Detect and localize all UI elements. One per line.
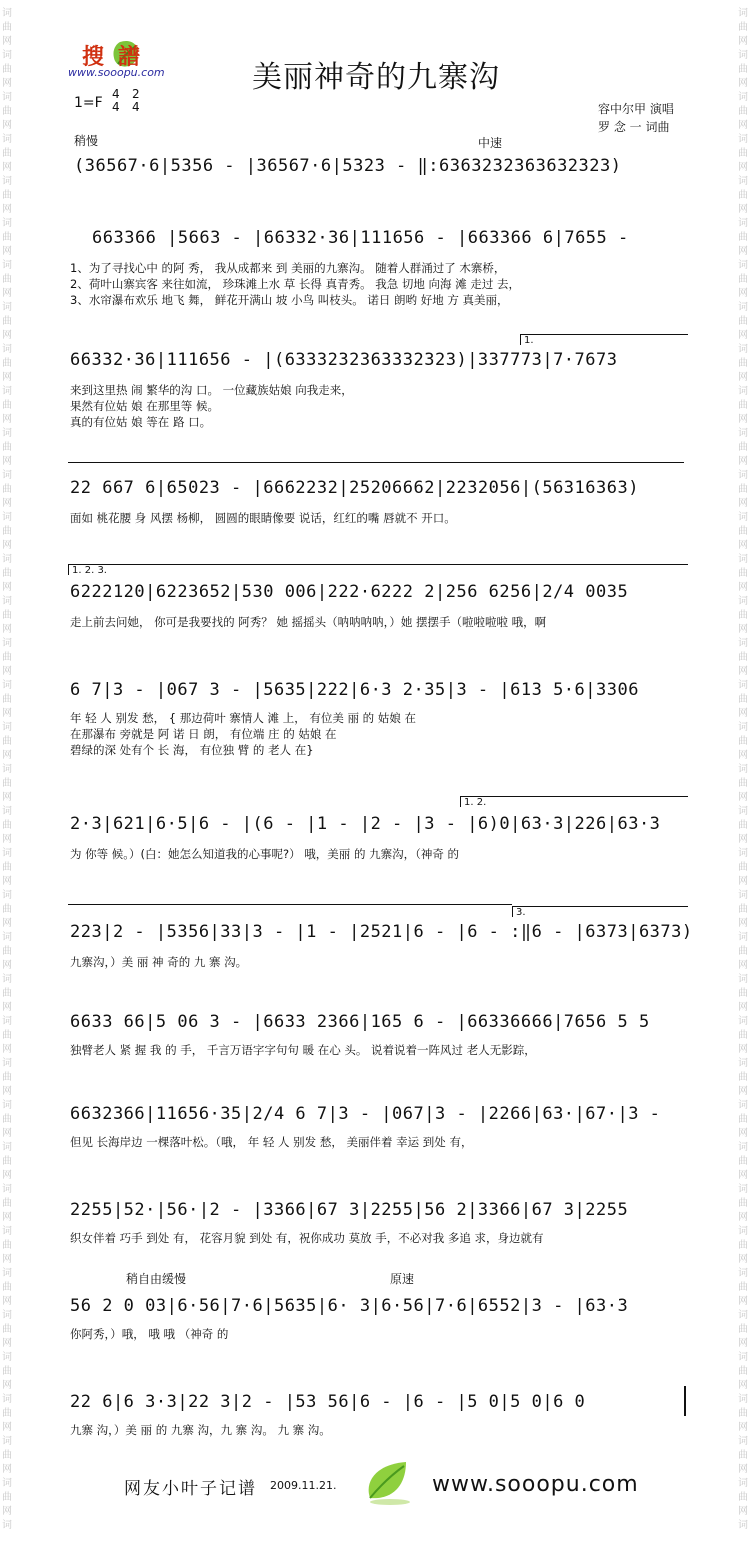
watermark-glyph: 曲 [2,736,12,747]
watermark-glyph: 曲 [738,946,748,957]
watermark-glyph: 词 [2,638,12,649]
time-signature-2: 2 4 [132,87,140,114]
watermark-glyph: 曲 [2,1240,12,1251]
watermark-glyph: 词 [2,50,12,61]
watermark-glyph: 词 [738,134,748,145]
watermark-glyph: 曲 [738,988,748,999]
watermark-glyph: 词 [2,386,12,397]
lyric-line: 为 你等 候。）(白：她怎么知道我的心事呢?） 哦，美丽 的 九寨沟，（神奇 的 [70,847,460,861]
watermark-glyph: 网 [738,288,748,299]
watermark-glyph: 词 [738,1058,748,1069]
watermark-glyph: 词 [2,554,12,565]
watermark-glyph: 网 [738,414,748,425]
watermark-glyph: 网 [738,1464,748,1475]
watermark-glyph: 曲 [2,526,12,537]
lyric-line: 2、荷叶山寨宾客 来往如流， 珍珠滩上水 草 长得 真青秀。 我急 切地 向海 滩 走过 去， [70,277,521,291]
watermark-glyph: 词 [2,848,12,859]
lyric-line: 走上前去问她， 你可是我要找的 阿秀？ 她 摇摇头（呐呐呐呐，）她 摆摆手（啦啦啦啦 哦，啊 [70,615,547,629]
watermark-glyph: 词 [2,722,12,733]
watermark-glyph: 曲 [738,526,748,537]
watermark-glyph: 网 [2,1170,12,1181]
notes-line: 2·3|621|6·5|6 - |(6 - |1 - |2 - |3 - |6)0|63·3|226|63·3 [70,814,661,834]
watermark-glyph: 曲 [738,274,748,285]
watermark-glyph: 曲 [2,1114,12,1125]
watermark-glyph: 词 [738,554,748,565]
notes-line: 6632366|11656·35|2/4 6 7|3 - |067|3 - |2266|63·|67·|3 - [70,1104,661,1124]
writer-credit: 罗 念 一 词曲 [598,120,670,134]
transcriber-signature: 网友小叶子记谱 [124,1479,257,1499]
watermark-glyph: 网 [2,1338,12,1349]
lyric-line: 1、为了寻找心中 的阿 秀， 我从成都来 到 美丽的九寨沟。 随着人群涌过了 木寨桥， [70,261,506,275]
watermark-glyph: 曲 [738,232,748,243]
watermark-glyph: 词 [738,974,748,985]
watermark-glyph: 网 [2,1086,12,1097]
watermark-glyph: 曲 [2,820,12,831]
watermark-glyph: 词 [738,764,748,775]
watermark-glyph: 曲 [738,1366,748,1377]
watermark-glyph: 词 [738,8,748,19]
watermark-glyph: 曲 [2,1198,12,1209]
row-rule [68,904,512,905]
watermark-glyph: 网 [738,372,748,383]
watermark-glyph: 词 [738,1226,748,1237]
tempo-main: 中速 [478,136,503,150]
watermark-glyph: 词 [2,344,12,355]
watermark-glyph: 网 [738,1002,748,1013]
watermark-glyph: 曲 [738,1030,748,1041]
watermark-glyph: 网 [738,666,748,677]
watermark-glyph: 词 [738,722,748,733]
watermark-glyph: 网 [738,1212,748,1223]
watermark-glyph: 曲 [738,316,748,327]
transcription-date: 2009.11.21. [270,1479,337,1492]
watermark-glyph: 曲 [738,778,748,789]
ending-bracket: 1. [520,334,688,345]
notes-line: 56 2 0 03|6·56|7·6|5635|6· 3|6·56|7·6|6552|3 - |63·3 [70,1296,629,1316]
watermark-glyph: 词 [738,302,748,313]
watermark-glyph: 网 [2,78,12,89]
watermark-glyph: 词 [738,260,748,271]
watermark-glyph: 网 [2,582,12,593]
watermark-glyph: 网 [2,288,12,299]
watermark-glyph: 网 [738,330,748,341]
watermark-glyph: 曲 [738,862,748,873]
watermark-glyph: 曲 [2,904,12,915]
watermark-glyph: 曲 [2,22,12,33]
watermark-glyph: 曲 [738,904,748,915]
watermark-glyph: 词 [738,1394,748,1405]
watermark-glyph: 曲 [2,1030,12,1041]
watermark-glyph: 网 [738,204,748,215]
watermark-glyph: 词 [2,1100,12,1111]
watermark-glyph: 网 [738,246,748,257]
watermark-glyph: 词 [2,1478,12,1489]
watermark-glyph: 网 [2,330,12,341]
logo-url[interactable]: www.sooopu.com [68,66,165,79]
watermark-glyph: 词 [2,470,12,481]
watermark-glyph: 网 [2,1464,12,1475]
watermark-glyph: 词 [2,1058,12,1069]
logo-text: 搜譜 [82,45,155,70]
watermark-glyph: 词 [738,932,748,943]
watermark-glyph: 词 [738,218,748,229]
watermark-glyph: 曲 [2,988,12,999]
lyric-line: 九寨 沟，）美 丽 的 九寨 沟，九 寨 沟。 九 寨 沟。 [70,1423,331,1437]
watermark-glyph: 网 [2,750,12,761]
watermark-glyph: 曲 [2,610,12,621]
watermark-glyph: 网 [738,498,748,509]
watermark-glyph: 曲 [2,190,12,201]
watermark-glyph: 曲 [2,1366,12,1377]
notes-line: 2255|52·|56·|2 - |3366|67 3|2255|56 2|3366|67 3|2255 [70,1200,629,1220]
watermark-glyph: 词 [738,428,748,439]
watermark-glyph: 词 [2,890,12,901]
watermark-glyph: 曲 [2,694,12,705]
watermark-glyph: 词 [738,1310,748,1321]
watermark-glyph: 曲 [2,652,12,663]
ending-bracket: 1. 2. [460,796,688,807]
watermark-glyph: 词 [738,638,748,649]
singer-credit: 容中尔甲 演唱 [598,102,674,116]
watermark-glyph: 网 [2,960,12,971]
watermark-glyph: 网 [738,918,748,929]
watermark-glyph: 网 [2,1254,12,1265]
lyric-line: 但见 长海岸边 一棵落叶松。（哦， 年 轻 人 别发 愁， 美丽伴着 幸运 到处 有， [70,1135,473,1149]
watermark-glyph: 词 [738,470,748,481]
watermark-glyph: 网 [2,372,12,383]
watermark-glyph: 词 [738,1436,748,1447]
watermark-glyph: 词 [738,806,748,817]
song-title: 美丽神奇的九寨沟 [252,60,500,95]
watermark-glyph: 曲 [738,652,748,663]
watermark-glyph: 词 [738,176,748,187]
leaf-logo-icon [360,1458,416,1506]
watermark-glyph: 曲 [2,1072,12,1083]
watermark-glyph: 曲 [2,1156,12,1167]
lyric-line: 独臂老人 紧 握 我 的 手， 千言万语字字句句 暖 在心 头。 说着说着一阵风过 老人无影踪， [70,1043,536,1057]
watermark-glyph: 曲 [738,148,748,159]
final-barline [684,1386,686,1416]
watermark-glyph: 网 [2,708,12,719]
watermark-glyph: 网 [738,1086,748,1097]
watermark-glyph: 词 [2,1184,12,1195]
watermark-glyph: 网 [2,1002,12,1013]
watermark-glyph: 网 [2,1506,12,1517]
watermark-glyph: 词 [2,1142,12,1153]
watermark-glyph: 词 [2,512,12,523]
watermark-glyph: 曲 [738,190,748,201]
watermark-glyph: 曲 [2,274,12,285]
watermark-glyph: 词 [2,260,12,271]
watermark-glyph: 网 [738,1296,748,1307]
footer-url[interactable]: www.sooopu.com [432,1472,639,1497]
tempo-rubato: 稍自由缓慢 [126,1272,187,1286]
watermark-glyph: 曲 [2,568,12,579]
watermark-glyph: 词 [2,680,12,691]
watermark-glyph: 网 [2,36,12,47]
tempo-a-tempo: 原速 [390,1272,415,1286]
watermark-glyph: 词 [738,1478,748,1489]
watermark-glyph: 词 [2,1226,12,1237]
watermark-glyph: 曲 [738,1282,748,1293]
watermark-glyph: 曲 [2,1408,12,1419]
watermark-glyph: 词 [2,176,12,187]
watermark-glyph: 词 [2,1016,12,1027]
watermark-glyph: 词 [2,932,12,943]
watermark-glyph: 网 [738,960,748,971]
watermark-glyph: 词 [2,8,12,19]
watermark-glyph: 词 [738,1184,748,1195]
watermark-glyph: 网 [738,162,748,173]
ending-bracket: 1. 2. 3. [68,564,688,575]
watermark-glyph: 词 [738,1100,748,1111]
watermark-glyph: 词 [2,1352,12,1363]
lyric-line: 年 轻 人 别发 愁， { 那边荷叶 寨情人 滩 上， 有位美 丽 的 姑娘 在 [70,711,416,725]
watermark-glyph: 曲 [2,442,12,453]
watermark-glyph: 网 [2,1296,12,1307]
watermark-glyph: 曲 [2,316,12,327]
notes-line: 22 6|6 3·3|22 3|2 - |53 56|6 - |6 - |5 0|5 0|6 0 [70,1392,586,1412]
tempo-intro: 稍慢 [74,134,99,148]
notes-line: 6222120|6223652|530 006|222·6222 2|256 6256|2/4 0035 [70,582,629,602]
watermark-glyph: 词 [2,1268,12,1279]
watermark-glyph: 网 [2,162,12,173]
lyric-line: 真的有位姑 娘 等在 路 口。 [70,415,212,429]
watermark-glyph: 曲 [2,106,12,117]
watermark-glyph: 曲 [738,694,748,705]
watermark-glyph: 词 [2,1436,12,1447]
watermark-glyph: 网 [2,498,12,509]
watermark-glyph: 词 [738,512,748,523]
watermark-glyph: 词 [738,50,748,61]
watermark-glyph: 网 [738,1170,748,1181]
watermark-glyph: 曲 [738,610,748,621]
notes-line: 663366 |5663 - |66332·36|111656 - |663366 6|7655 - [92,228,629,248]
watermark-glyph: 曲 [2,358,12,369]
watermark-glyph: 词 [2,1394,12,1405]
watermark-glyph: 词 [2,1310,12,1321]
watermark-glyph: 网 [2,666,12,677]
watermark-glyph: 词 [2,764,12,775]
lyric-line: 果然有位姑 娘 在那里等 候。 [70,399,219,413]
watermark-glyph: 网 [738,834,748,845]
watermark-glyph: 曲 [2,946,12,957]
time-signature-1: 4 4 [112,87,120,114]
lyric-line: 你阿秀，）哦， 哦 哦 （神奇 的 [70,1327,229,1341]
watermark-glyph: 曲 [738,1156,748,1167]
watermark-glyph: 曲 [2,400,12,411]
watermark-glyph: 网 [738,1380,748,1391]
watermark-glyph: 网 [738,1044,748,1055]
lyric-line: 在那瀑布 旁就是 阿 诺 日 朗， 有位端 庄 的 姑娘 在 [70,727,337,741]
watermark-glyph: 网 [2,540,12,551]
watermark-glyph: 曲 [738,442,748,453]
watermark-glyph: 网 [2,120,12,131]
watermark-glyph: 曲 [738,736,748,747]
watermark-glyph: 网 [2,792,12,803]
watermark-glyph: 曲 [738,820,748,831]
watermark-glyph: 曲 [738,568,748,579]
watermark-glyph: 词 [738,1352,748,1363]
notes-line: 6 7|3 - |067 3 - |5635|222|6·3 2·35|3 - |613 5·6|3306 [70,680,639,700]
watermark-glyph: 网 [738,792,748,803]
watermark-glyph: 网 [738,1128,748,1139]
watermark-glyph: 网 [2,246,12,257]
watermark-glyph: 网 [738,540,748,551]
left-watermark-strip [0,0,16,1547]
watermark-glyph: 曲 [738,1072,748,1083]
lyric-line: 九寨沟，）美 丽 神 奇的 九 寨 沟。 [70,955,248,969]
watermark-glyph: 词 [738,1520,748,1531]
watermark-glyph: 词 [2,92,12,103]
watermark-glyph: 曲 [738,1324,748,1335]
watermark-glyph: 曲 [738,1114,748,1125]
watermark-glyph: 网 [2,1422,12,1433]
watermark-glyph: 词 [2,302,12,313]
watermark-glyph: 网 [738,1254,748,1265]
lyric-line: 织女伴着 巧手 到处 有， 花容月貌 到处 有，祝你成功 莫放 手，不必对我 多追 求，身边就有 [70,1231,544,1245]
watermark-glyph: 曲 [738,106,748,117]
watermark-glyph: 词 [2,596,12,607]
watermark-glyph: 网 [2,414,12,425]
watermark-glyph: 网 [738,876,748,887]
watermark-glyph: 网 [738,750,748,761]
watermark-glyph: 曲 [2,1282,12,1293]
watermark-glyph: 词 [738,344,748,355]
watermark-glyph: 曲 [738,1240,748,1251]
row-rule [68,462,684,463]
watermark-glyph: 网 [2,918,12,929]
lyric-line: 面如 桃花腰 身 风摆 杨柳， 圆圆的眼睛像要 说话，红红的嘴 唇就不 开口。 [70,511,456,525]
notes-line: 66332·36|111656 - |(6333232363332323)|337773|7·7673 [70,350,618,370]
watermark-glyph: 曲 [2,1450,12,1461]
watermark-glyph: 曲 [738,1198,748,1209]
watermark-glyph: 网 [738,582,748,593]
right-watermark-strip [736,0,752,1547]
watermark-glyph: 曲 [2,778,12,789]
watermark-glyph: 网 [2,624,12,635]
watermark-glyph: 曲 [2,148,12,159]
notes-line: 6633 66|5 06 3 - |6633 2366|165 6 - |66336666|7656 5 5 [70,1012,650,1032]
watermark-glyph: 词 [2,134,12,145]
watermark-glyph: 词 [2,806,12,817]
watermark-glyph: 曲 [2,64,12,75]
ending-bracket: 3. [512,906,688,917]
watermark-glyph: 网 [738,78,748,89]
watermark-glyph: 曲 [738,400,748,411]
watermark-glyph: 网 [738,120,748,131]
key-signature: 1=F [74,95,103,111]
watermark-glyph: 词 [738,386,748,397]
notes-line: 22 667 6|65023 - |6662232|25206662|2232056|(56316363) [70,478,639,498]
watermark-glyph: 曲 [738,1492,748,1503]
watermark-glyph: 词 [738,848,748,859]
watermark-glyph: 词 [738,92,748,103]
watermark-glyph: 网 [2,1128,12,1139]
watermark-glyph: 网 [2,1044,12,1055]
lyric-line: 来到这里热 闹 繁华的沟 口。 一位藏族姑娘 向我走来， [70,383,353,397]
watermark-glyph: 网 [738,1422,748,1433]
watermark-glyph: 词 [738,596,748,607]
watermark-glyph: 词 [2,428,12,439]
lyric-line: 3、水帘瀑布欢乐 地飞 舞， 鲜花开满山 坡 小鸟 叫枝头。 诺日 朗哟 好地 方 真美丽， [70,293,509,307]
watermark-glyph: 词 [738,1016,748,1027]
watermark-glyph: 网 [738,36,748,47]
watermark-glyph: 网 [2,1212,12,1223]
watermark-glyph: 网 [2,876,12,887]
watermark-glyph: 词 [2,974,12,985]
watermark-glyph: 词 [2,218,12,229]
watermark-glyph: 网 [738,708,748,719]
lyric-line: 碧绿的深 处有个 长 海， 有位独 臂 的 老人 在} [70,743,314,757]
watermark-glyph: 曲 [2,484,12,495]
watermark-glyph: 曲 [2,1324,12,1335]
notes-line: 223|2 - |5356|33|3 - |1 - |2521|6 - |6 - :‖6 - |6373|6373) [70,922,693,942]
watermark-glyph: 网 [738,1506,748,1517]
watermark-glyph: 词 [738,1142,748,1153]
watermark-glyph: 网 [738,624,748,635]
watermark-glyph: 网 [738,456,748,467]
notes-line: (36567·6|5356 - |36567·6|5323 - ‖:6363232363632323) [74,156,622,176]
watermark-glyph: 曲 [738,358,748,369]
watermark-glyph: 网 [2,834,12,845]
watermark-glyph: 网 [738,1338,748,1349]
watermark-glyph: 网 [2,1380,12,1391]
watermark-glyph: 曲 [2,862,12,873]
watermark-glyph: 曲 [738,484,748,495]
credits [598,100,674,136]
watermark-glyph: 网 [2,456,12,467]
watermark-glyph: 曲 [738,64,748,75]
watermark-glyph: 曲 [2,232,12,243]
watermark-glyph: 网 [2,204,12,215]
watermark-glyph: 词 [738,680,748,691]
watermark-glyph: 曲 [738,1450,748,1461]
watermark-glyph: 词 [738,890,748,901]
watermark-glyph: 词 [738,1268,748,1279]
watermark-glyph: 曲 [738,22,748,33]
watermark-glyph: 曲 [2,1492,12,1503]
watermark-glyph: 曲 [738,1408,748,1419]
watermark-glyph: 词 [2,1520,12,1531]
